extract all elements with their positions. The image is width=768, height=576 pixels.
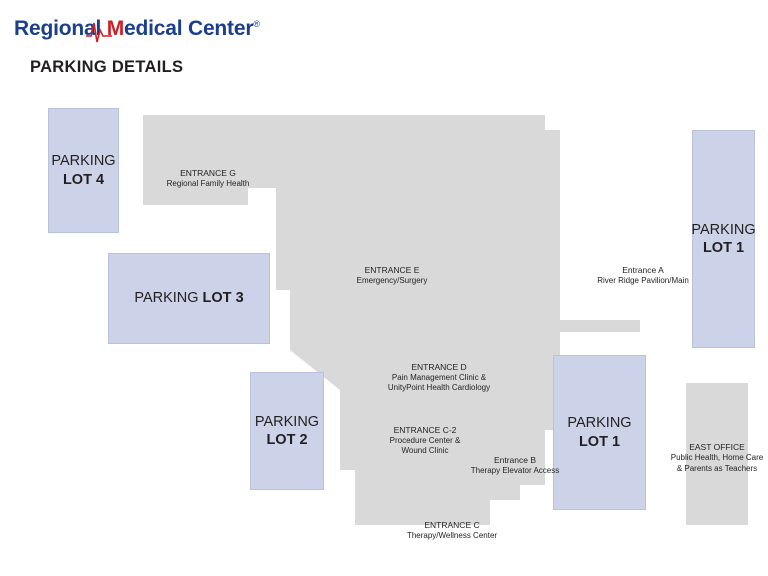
entrance-c2-title: ENTRANCE C-2 bbox=[393, 425, 457, 435]
entrance-e-label bbox=[312, 265, 472, 286]
entrance-g-label bbox=[128, 168, 288, 189]
page-title: PARKING DETAILS bbox=[30, 58, 184, 76]
parking-lot-1-east[interactable] bbox=[692, 130, 755, 348]
entrance-b-label bbox=[426, 455, 604, 476]
entrance-c-title: ENTRANCE C bbox=[424, 520, 480, 530]
entrance-d-label bbox=[344, 362, 534, 394]
entrance-d-desc-line1: Pain Management Clinic & bbox=[391, 373, 487, 383]
parking-lot-4[interactable] bbox=[48, 108, 119, 233]
parking-lot-2-line2: LOT 2 bbox=[266, 432, 308, 448]
parking-lot-1-south[interactable] bbox=[553, 355, 646, 510]
parking-lot-3[interactable] bbox=[108, 253, 270, 344]
parking-lot-4-line2: LOT 4 bbox=[62, 171, 105, 188]
entrance-c-desc: Therapy/Wellness Center bbox=[406, 531, 498, 541]
parking-lot-1-east-line2: LOT 1 bbox=[702, 240, 745, 256]
entrance-a-title: Entrance A bbox=[622, 265, 664, 275]
east-office-title: EAST OFFICE bbox=[689, 442, 745, 452]
logo-registered-mark: ® bbox=[253, 19, 260, 29]
entrance-b-desc: Therapy Elevator Access bbox=[470, 466, 560, 476]
parking-lot-1-east-line1: PARKING bbox=[691, 221, 756, 238]
logo-text-part2: edical Center bbox=[124, 17, 254, 40]
entrance-g-desc: Regional Family Health bbox=[166, 179, 250, 189]
entrance-c2-label bbox=[340, 425, 510, 457]
parking-lot-3-line1: PARKING bbox=[134, 290, 199, 307]
east-office-label bbox=[655, 442, 768, 475]
entrance-a-desc: River Ridge Pavilion/Main bbox=[597, 276, 689, 286]
logo-text-part1: Regional bbox=[14, 17, 107, 40]
building-west-wing bbox=[143, 115, 276, 205]
parking-lot-3-line2: LOT 3 bbox=[202, 290, 244, 307]
ecg-heartbeat-icon bbox=[86, 16, 112, 44]
entrance-d-title: ENTRANCE D bbox=[411, 362, 467, 372]
parking-lot-1-south-line2: LOT 1 bbox=[578, 433, 621, 450]
hospital-logo bbox=[14, 17, 260, 41]
east-office-desc-line1: Public Health, Home Care bbox=[670, 453, 764, 463]
parking-lot-1-south-line1: PARKING bbox=[567, 415, 632, 432]
entrance-b-title: Entrance B bbox=[493, 455, 537, 465]
parking-lot-2-line1: PARKING bbox=[254, 413, 320, 430]
parking-lot-4-line1: PARKING bbox=[51, 153, 116, 170]
east-office-desc-line2: & Parents as Teachers bbox=[676, 464, 758, 474]
entrance-a-label bbox=[560, 265, 726, 286]
entrance-e-title: ENTRANCE E bbox=[364, 265, 420, 275]
logo-text-m: M bbox=[106, 17, 125, 40]
entrance-g-title: ENTRANCE G bbox=[180, 168, 236, 178]
entrance-c-label bbox=[363, 520, 541, 541]
parking-lot-2[interactable] bbox=[250, 372, 324, 490]
campus-map bbox=[0, 90, 768, 560]
entrance-c2-desc-line2: Wound Clinic bbox=[401, 446, 449, 456]
entrance-d-desc-line2: UnityPoint Health Cardiology bbox=[387, 383, 491, 393]
entrance-c2-desc-line1: Procedure Center & bbox=[389, 436, 461, 446]
entrance-e-desc: Emergency/Surgery bbox=[356, 276, 428, 286]
